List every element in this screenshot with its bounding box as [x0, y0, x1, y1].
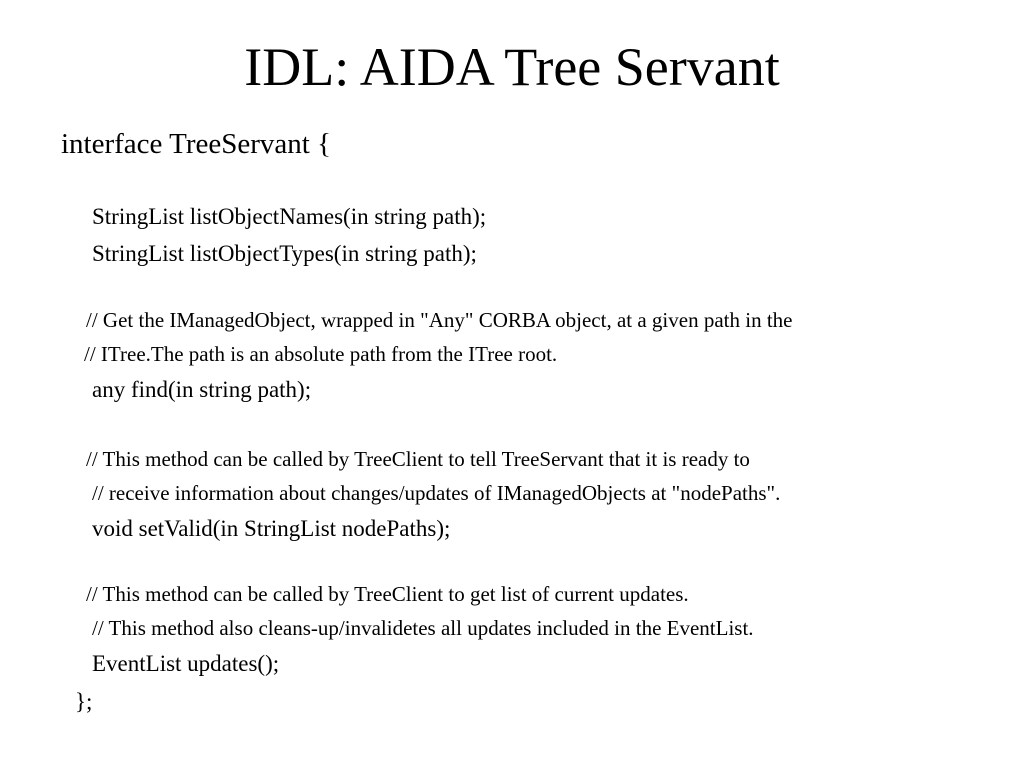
find-comment-line-2: // ITree.The path is an absolute path from the ITree root. — [84, 342, 558, 366]
list-object-names-line: StringList listObjectNames(in string path); — [92, 204, 487, 229]
setvalid-comment-line-1: // This method can be called by TreeClient to tell TreeServant that it is ready to — [86, 447, 750, 471]
interface-close-line: }; — [75, 689, 93, 714]
find-comment-line-1: // Get the IManagedObject, wrapped in "Any" CORBA object, at a given path in the — [86, 308, 793, 332]
updates-signature-line: EventList updates(); — [92, 651, 280, 676]
list-object-types-line: StringList listObjectTypes(in string path); — [92, 241, 477, 266]
updates-comment-line-2: // This method also cleans-up/invalidetes all updates included in the EventList. — [92, 616, 754, 640]
setvalid-comment-line-2: // receive information about changes/updates of IManagedObjects at "nodePaths". — [92, 481, 781, 505]
setvalid-signature-line: void setValid(in StringList nodePaths); — [92, 516, 451, 541]
slide-title: IDL: AIDA Tree Servant — [244, 37, 780, 97]
updates-comment-line-1: // This method can be called by TreeClient to get list of current updates. — [86, 582, 689, 606]
interface-open-line: interface TreeServant { — [61, 128, 331, 160]
find-signature-line: any find(in string path); — [92, 377, 312, 402]
